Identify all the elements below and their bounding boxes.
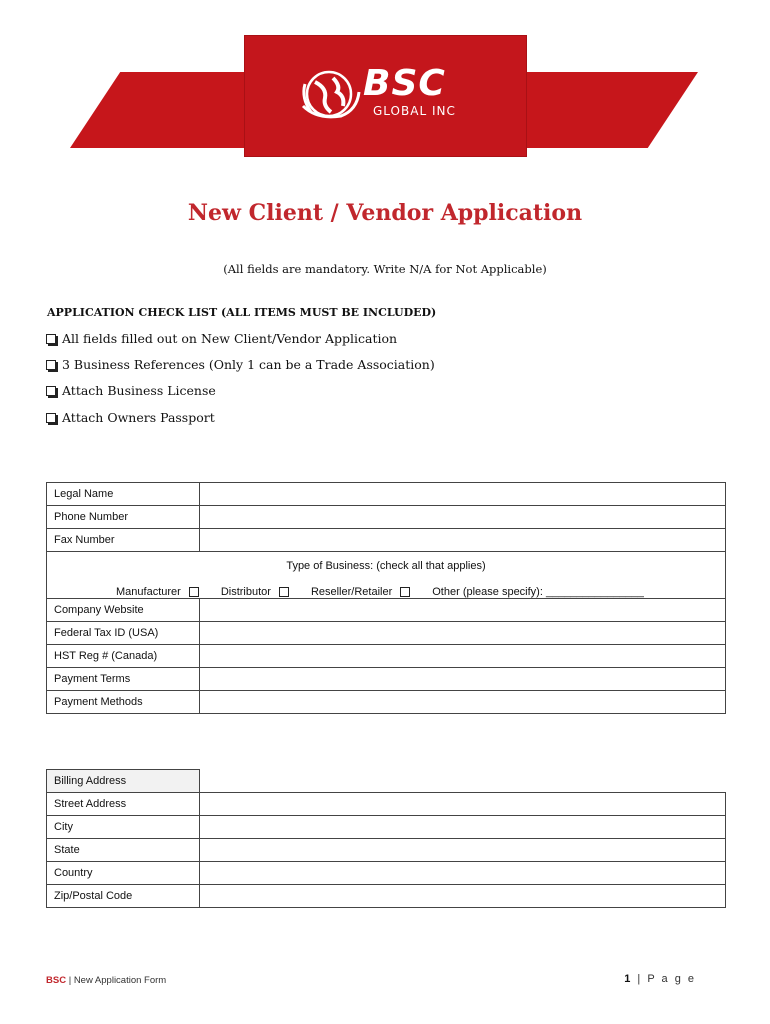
checkbox-icon[interactable] xyxy=(46,413,56,423)
option-label: Distributor xyxy=(220,586,271,598)
table-row xyxy=(47,862,726,885)
table-row xyxy=(47,816,726,839)
option-label: Reseller/Retailer xyxy=(310,586,393,598)
checkbox-icon[interactable] xyxy=(46,360,56,370)
payment-terms-field[interactable] xyxy=(200,668,726,691)
table-row xyxy=(47,668,726,691)
table-row xyxy=(47,483,726,506)
payment-methods-field[interactable] xyxy=(200,691,726,714)
business-info-table xyxy=(46,482,726,714)
checkbox-icon[interactable] xyxy=(189,587,199,597)
checklist-item-label: 3 Business References (Only 1 can be a Trade Association) xyxy=(62,357,435,372)
field-label: Phone Number xyxy=(47,506,200,529)
company-website-field[interactable] xyxy=(200,599,726,622)
checklist-item-label: All fields filled out on New Client/Vendor Application xyxy=(62,331,398,346)
zip-postal-field[interactable] xyxy=(200,885,726,908)
option-manufacturer[interactable] xyxy=(116,586,199,598)
table-row xyxy=(47,622,726,645)
field-label: Payment Terms xyxy=(47,668,200,691)
checkbox-icon[interactable] xyxy=(400,587,410,597)
checkbox-icon[interactable] xyxy=(279,587,289,597)
table-row xyxy=(47,770,726,793)
hst-reg-field[interactable] xyxy=(200,645,726,668)
checklist-item xyxy=(46,410,215,425)
checkbox-icon[interactable] xyxy=(46,386,56,396)
footer-separator: | xyxy=(66,975,74,986)
page-number-value: 1 xyxy=(624,973,633,985)
checklist-item xyxy=(46,357,435,372)
state-field[interactable] xyxy=(200,839,726,862)
business-type-options xyxy=(54,586,718,598)
table-row xyxy=(47,691,726,714)
checklist-item-label: Attach Business License xyxy=(62,383,216,398)
billing-address-header: Billing Address xyxy=(47,770,200,793)
footer-doc-info xyxy=(46,975,166,986)
phone-number-field[interactable] xyxy=(200,506,726,529)
field-label: State xyxy=(47,839,200,862)
page-number xyxy=(624,973,696,985)
field-label: Legal Name xyxy=(47,483,200,506)
footer-doc-name: New Application Form xyxy=(73,975,167,986)
field-label: Payment Methods xyxy=(47,691,200,714)
table-row xyxy=(47,885,726,908)
field-label: Country xyxy=(47,862,200,885)
logo-brand-text: BSC xyxy=(363,63,446,104)
fax-number-field[interactable] xyxy=(200,529,726,552)
option-other-label: Other (please specify): ________________ xyxy=(432,586,644,598)
logo-banner xyxy=(70,36,698,156)
country-field[interactable] xyxy=(200,862,726,885)
option-reseller[interactable] xyxy=(311,586,410,598)
federal-tax-id-field[interactable] xyxy=(200,622,726,645)
option-distributor[interactable] xyxy=(221,586,289,598)
field-label: City xyxy=(47,816,200,839)
table-row xyxy=(47,793,726,816)
option-other[interactable] xyxy=(432,586,644,598)
table-row xyxy=(47,645,726,668)
field-label: Zip/Postal Code xyxy=(47,885,200,908)
checklist-item xyxy=(46,331,397,346)
header-spacer xyxy=(200,770,726,793)
checklist-heading: APPLICATION CHECK LIST (ALL ITEMS MUST BE INCLUDED) xyxy=(47,306,437,319)
logo-sub-text: GLOBAL INC xyxy=(373,104,456,118)
field-label: Federal Tax ID (USA) xyxy=(47,622,200,645)
page-subtitle: (All fields are mandatory. Write N/A for Not Applicable) xyxy=(223,262,547,276)
table-row xyxy=(47,599,726,622)
option-label: Manufacturer xyxy=(116,586,181,598)
business-type-title: Type of Business: (check all that applies) xyxy=(286,560,486,572)
business-type-cell xyxy=(47,552,726,599)
footer-brand: BSC xyxy=(46,975,67,986)
field-label: Street Address xyxy=(47,793,200,816)
table-row xyxy=(47,506,726,529)
table-row xyxy=(47,529,726,552)
city-field[interactable] xyxy=(200,816,726,839)
legal-name-field[interactable] xyxy=(200,483,726,506)
checklist-item-label: Attach Owners Passport xyxy=(62,410,215,425)
page-label: | P a g e xyxy=(632,973,696,985)
billing-address-table xyxy=(46,769,726,908)
table-row xyxy=(47,839,726,862)
page-title: New Client / Vendor Application xyxy=(187,200,583,226)
field-label: Company Website xyxy=(47,599,200,622)
globe-logo-icon xyxy=(297,62,361,126)
checkbox-icon[interactable] xyxy=(46,334,56,344)
business-type-row xyxy=(47,552,726,599)
checklist-item xyxy=(46,383,216,398)
street-address-field[interactable] xyxy=(200,793,726,816)
field-label: Fax Number xyxy=(47,529,200,552)
logo-box xyxy=(245,36,526,156)
field-label: HST Reg # (Canada) xyxy=(47,645,200,668)
